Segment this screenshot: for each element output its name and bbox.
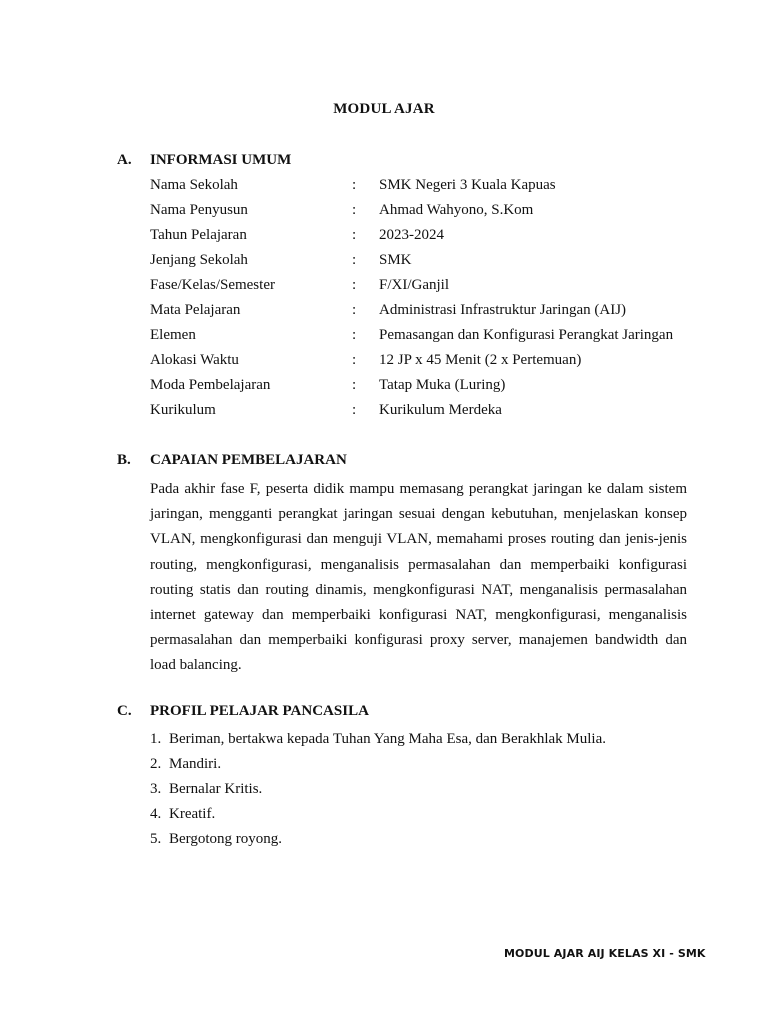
info-value: Tatap Muka (Luring) — [379, 377, 506, 393]
section-a-letter: A. — [117, 152, 132, 168]
info-label: Fase/Kelas/Semester — [150, 277, 275, 293]
section-b-heading — [117, 452, 347, 469]
document-title: MODUL AJAR — [333, 101, 435, 117]
info-value: Pemasangan dan Konfigurasi Perangkat Jaringan — [379, 327, 674, 343]
section-b-title: CAPAIAN PEMBELAJARAN — [150, 452, 347, 468]
info-label: Nama Sekolah — [150, 177, 238, 193]
info-label: Jenjang Sekolah — [150, 252, 248, 268]
info-label: Mata Pelajaran — [150, 302, 241, 318]
info-separator: : — [352, 302, 357, 318]
info-value: Kurikulum Merdeka — [379, 402, 502, 418]
info-label: Elemen — [150, 327, 196, 343]
list-item-number: 4. — [150, 806, 162, 822]
info-value: F/XI/Ganjil — [379, 277, 449, 293]
list-item-text: Beriman, bertakwa kepada Tuhan Yang Maha Esa, dan Berakhlak Mulia. — [169, 731, 606, 747]
list-item-number: 3. — [150, 781, 162, 797]
list-item — [150, 777, 606, 802]
list-item-text: Bergotong royong. — [169, 831, 283, 847]
info-separator: : — [352, 277, 357, 293]
info-label: Tahun Pelajaran — [150, 227, 247, 243]
list-item — [150, 827, 606, 852]
list-item-text: Mandiri. — [169, 756, 222, 772]
info-separator: : — [352, 177, 357, 193]
list-item-number: 5. — [150, 831, 162, 847]
list-item-text: Kreatif. — [169, 806, 216, 822]
section-c-title: PROFIL PELAJAR PANCASILA — [150, 703, 369, 719]
info-label: Nama Penyusun — [150, 202, 248, 218]
info-value: Administrasi Infrastruktur Jaringan (AIJ) — [379, 302, 627, 318]
page-footer: MODUL AJAR AIJ KELAS XI - SMK — [504, 947, 706, 960]
info-separator: : — [352, 252, 357, 268]
info-label: Kurikulum — [150, 402, 216, 418]
section-b-letter: B. — [117, 452, 131, 468]
info-value: Ahmad Wahyono, S.Kom — [379, 202, 534, 218]
info-label: Moda Pembelajaran — [150, 377, 271, 393]
section-a-title: INFORMASI UMUM — [150, 152, 292, 168]
info-separator: : — [352, 202, 357, 218]
list-item-text: Bernalar Kritis. — [169, 781, 263, 797]
section-a-heading — [117, 152, 291, 169]
section-c-letter: C. — [117, 703, 132, 719]
info-separator: : — [352, 377, 357, 393]
info-separator: : — [352, 327, 357, 343]
info-separator: : — [352, 402, 357, 418]
info-value: 12 JP x 45 Menit (2 x Pertemuan) — [379, 352, 582, 368]
list-item-number: 1. — [150, 731, 162, 747]
list-item — [150, 752, 606, 777]
list-item-number: 2. — [150, 756, 162, 772]
info-separator: : — [352, 227, 357, 243]
info-separator: : — [352, 352, 357, 368]
profile-list — [150, 727, 606, 852]
info-value: SMK — [379, 252, 412, 268]
list-item — [150, 802, 606, 827]
info-value: SMK Negeri 3 Kuala Kapuas — [379, 177, 556, 193]
info-value: 2023-2024 — [379, 227, 444, 243]
section-c-heading — [117, 703, 369, 720]
learning-outcome-paragraph: Pada akhir fase F, peserta didik mampu memasang perangkat jaringan ke dalam sistem jaringan, mengganti perangkat jaringan sesuai dengan kebutuhan, menjelaskan konsep VLAN, mengkonfigurasi dan menguji VLAN, memahami proses routing dan jenis-jenis routing, mengkonfigurasi, menganalisis permasalahan dan memperbaiki konfigurasi routing statis dan routing dinamis, mengkonfigurasi NAT, menganalisis permasalahan internet gateway dan memperbaiki konfigurasi NAT, mengkonfigurasi, menganalisis permasalahan dan memperbaiki konfigurasi proxy server, manajemen bandwidth dan load balancing. — [150, 481, 687, 674]
list-item — [150, 727, 606, 752]
info-label: Alokasi Waktu — [150, 352, 239, 368]
